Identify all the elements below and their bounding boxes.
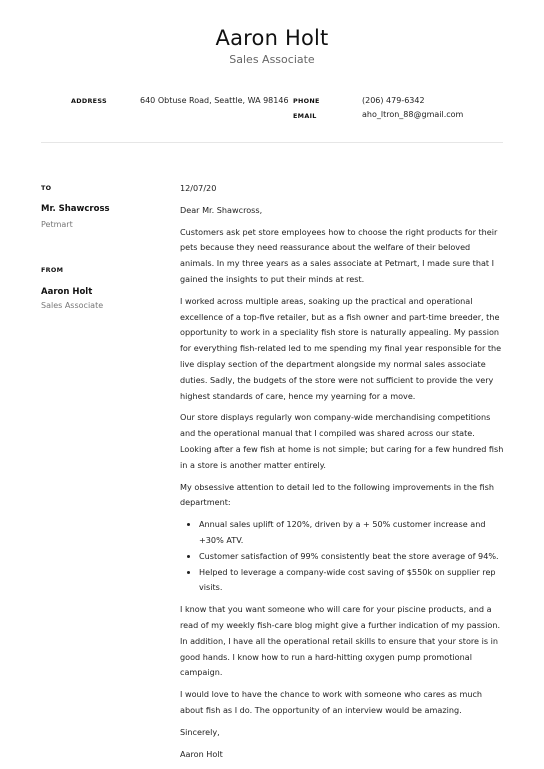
letter-paragraph: Our store displays regularly won company-wide merchandising competitions and the operational manual that I compiled was shared across our state. Looking after a few fish at home is not simple; but caring for a few hundred fish in a store is another matter entirely. xyxy=(180,412,504,470)
from-label: FROM xyxy=(41,266,64,274)
email-label: EMAIL xyxy=(293,112,317,120)
letter-paragraph: I would love to have the chance to work with someone who cares as much about fish as I do. The opportunity of an interview would be amazing. xyxy=(180,689,483,715)
achievement-item: • Annual sales uplift of 120%, driven by a + 50% customer increase and +30% ATV. xyxy=(199,517,505,549)
recipient-name: Mr. Shawcross xyxy=(41,204,110,214)
letter-body xyxy=(180,181,505,768)
letter-paragraph: Customers ask pet store employees how to choose the right products for their pets because they need reassurance about the welfare of their beloved animals. In my three years as a sales associate at Petmart, I made sure that I gained the insights to put their minds at rest. xyxy=(180,226,498,284)
achievements-list xyxy=(180,517,505,596)
letter-date: 12/07/20 xyxy=(180,183,217,193)
applicant-name: Aaron Holt xyxy=(215,26,329,50)
recipient-company: Petmart xyxy=(41,220,73,229)
letter-signoff: Sincerely, xyxy=(180,726,220,737)
phone-value: (206) 479-6342 xyxy=(362,96,425,105)
sender-name: Aaron Holt xyxy=(41,287,93,297)
phone-label: PHONE xyxy=(293,97,320,105)
sender-title: Sales Associate xyxy=(41,301,104,310)
address-value: 640 Obtuse Road, Seattle, WA 98146 xyxy=(140,96,289,105)
applicant-title: Sales Associate xyxy=(229,53,315,66)
achievement-item: • Helped to leverage a company-wide cost saving of $550k on supplier rep visits. xyxy=(199,565,505,597)
letter-signature: Aaron Holt xyxy=(180,748,223,759)
address-label: ADDRESS xyxy=(71,97,107,105)
letter-paragraph: I worked across multiple areas, soaking up the practical and operational excellence of a top-five retailer, but as a fish owner and part-time breeder, the opportunity to work in a speciality fish store is naturally appealing. My passion for everything fish-related led to me spending my final year responsible for the live display section of the department alongside my normal sales associate duties. Sadly, the budgets of the store were not sufficient to provide the very highest standards of care, hence my yearning for a move. xyxy=(180,295,502,401)
to-label: TO xyxy=(41,184,52,192)
header-divider xyxy=(41,142,503,143)
letter-salutation: Dear Mr. Shawcross, xyxy=(180,204,263,215)
letter-paragraph: My obsessive attention to detail led to the following improvements in the fish department: xyxy=(180,481,494,508)
letter-paragraph: I know that you want someone who will care for your piscine products, and a read of my weekly fish-care blog might give a further indication of my passion. In addition, I have all the operational retail skills to ensure that your store is in good hands. I know how to run a hard-hitting oxygen pump promotional campaign. xyxy=(180,604,501,678)
achievement-item: • Customer satisfaction of 99% consistently beat the store average of 94%. xyxy=(199,549,505,565)
email-value: aho_ltron_88@gmail.com xyxy=(362,110,464,119)
